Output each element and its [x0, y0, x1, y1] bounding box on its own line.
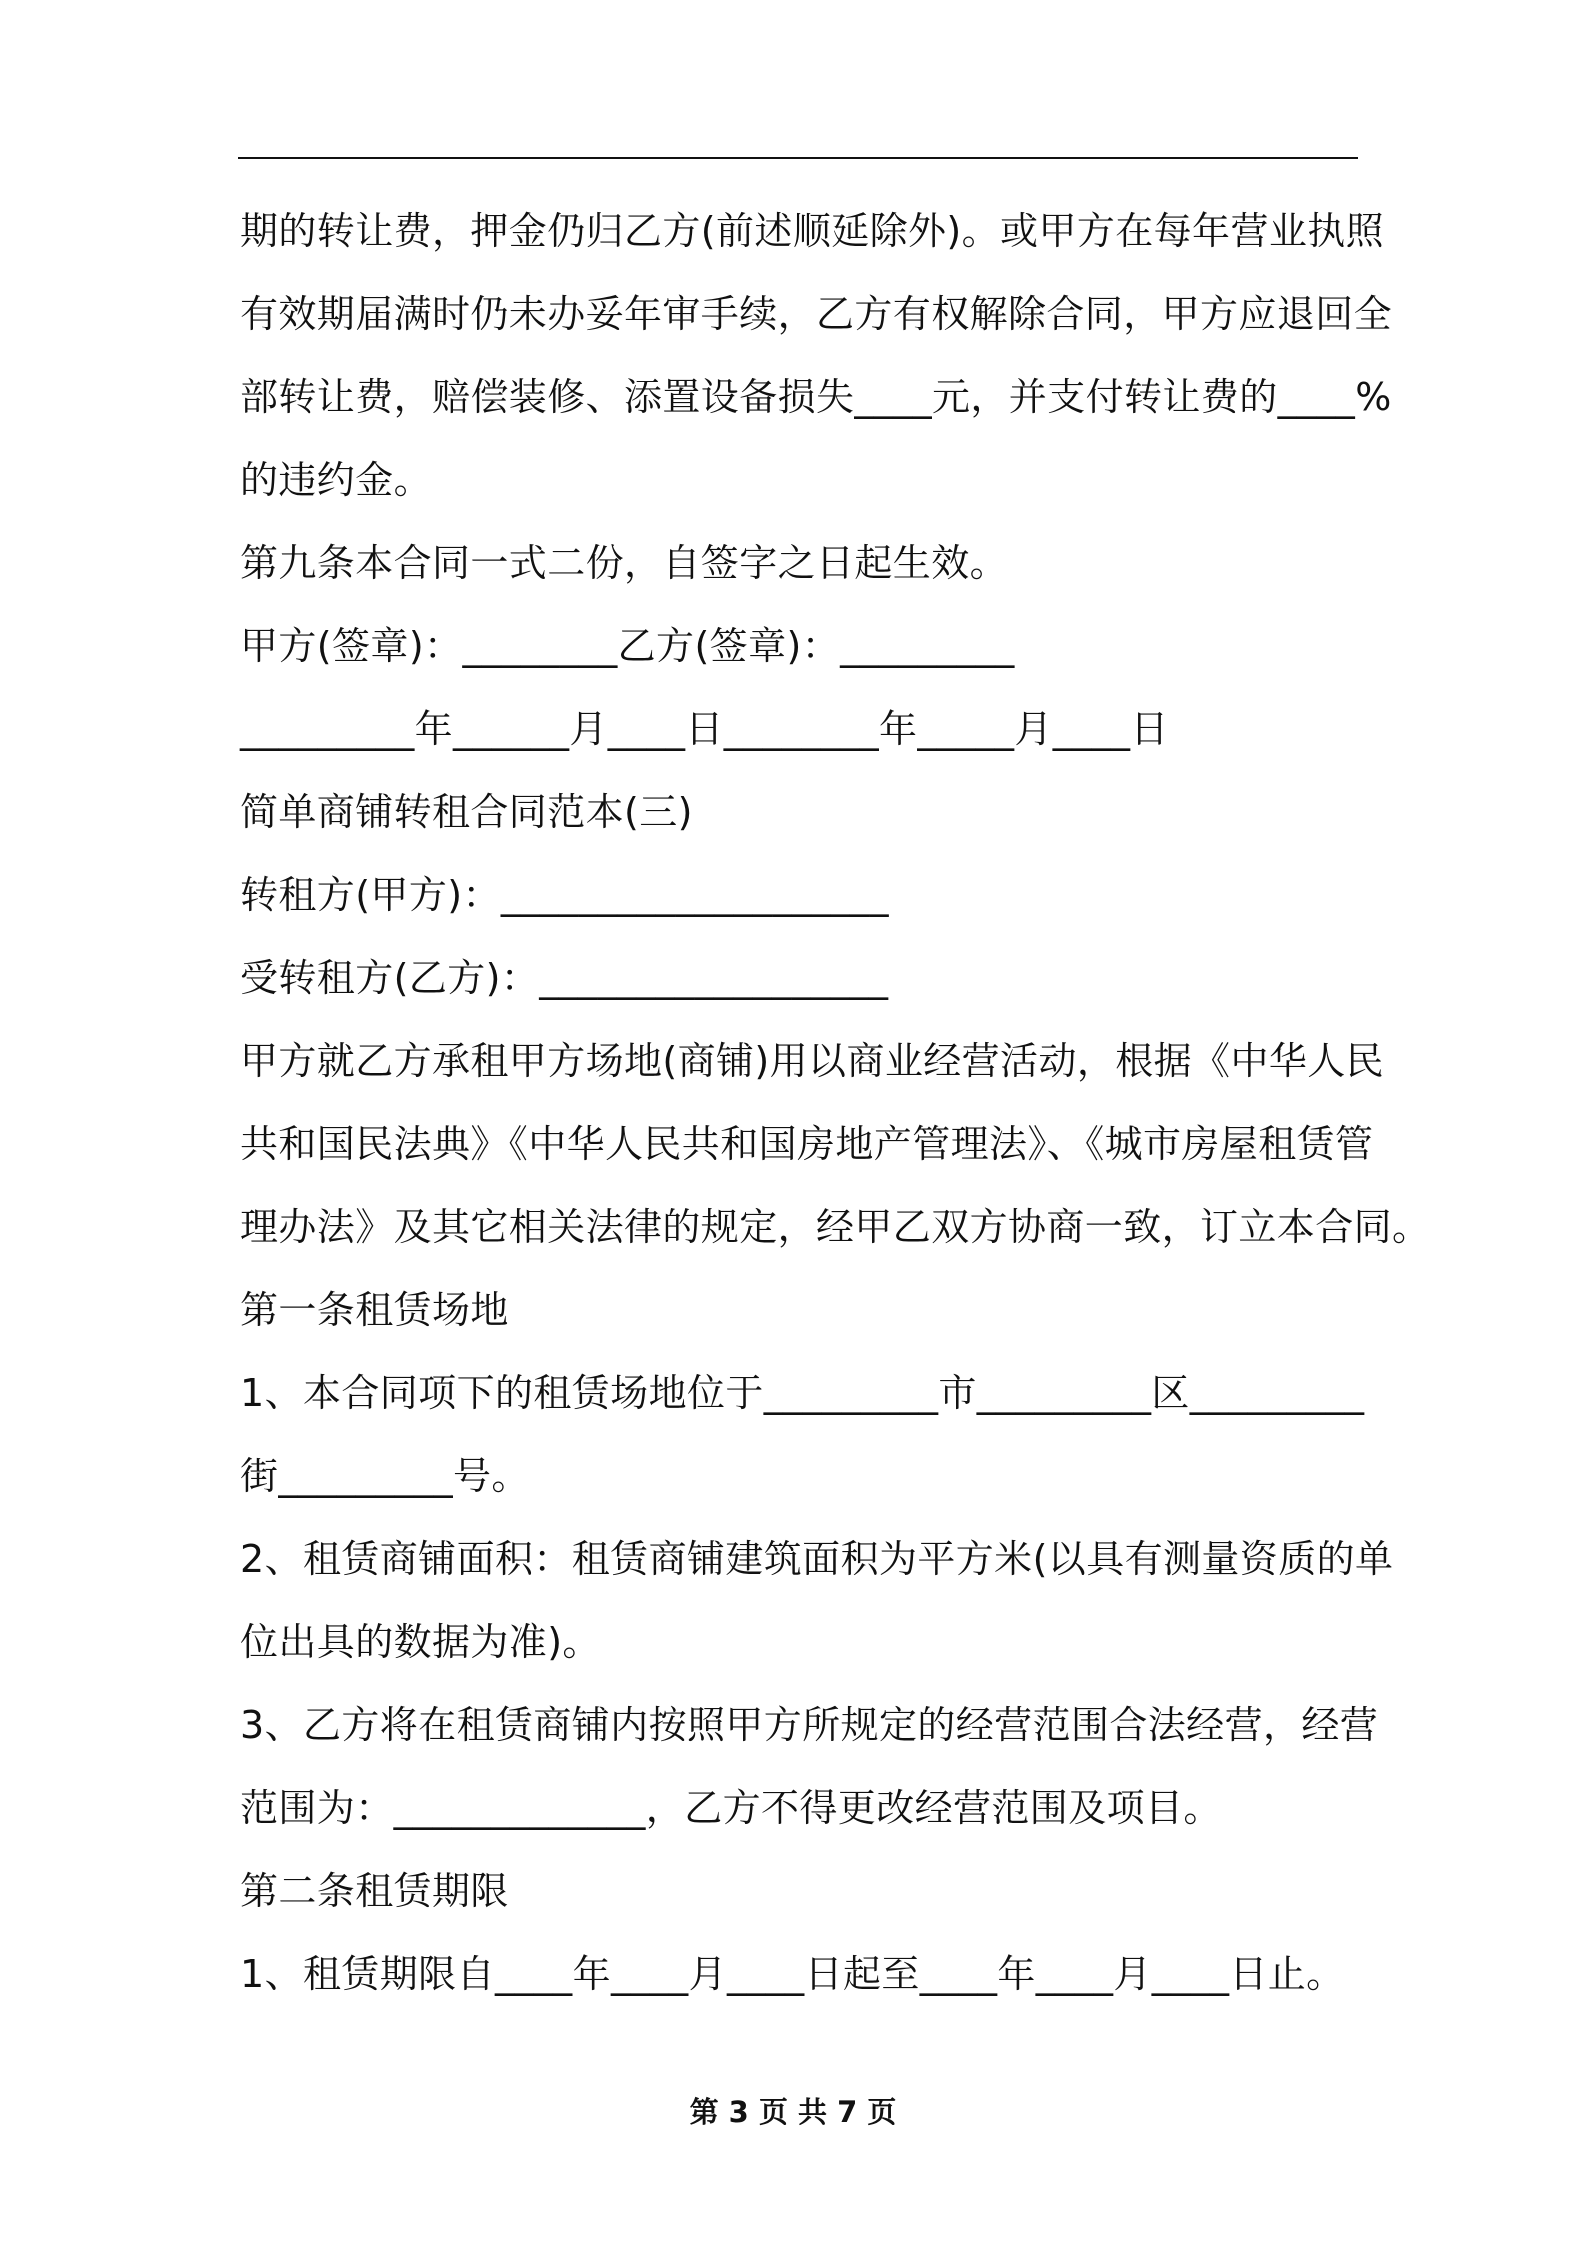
section-title: 简单商铺转租合同范本(三) — [240, 790, 693, 834]
text-line: 3、乙方将在租赁商铺内按照甲方所规定的经营范围合法经营，经营 — [240, 1703, 1379, 1747]
text-line: 1、本合同项下的租赁场地位于_________市_________区_________ — [240, 1371, 1365, 1415]
text-line: 街_________号。 — [240, 1454, 530, 1498]
text-line: 位出具的数据为准)。 — [240, 1620, 601, 1664]
text-line: 1、租赁期限自____年____月____日起至____年____月____日止。 — [240, 1952, 1345, 1996]
text-line: 有效期届满时仍未办妥年审手续，乙方有权解除合同，甲方应退回全 — [240, 292, 1393, 336]
clause-nine: 第九条本合同一式二份，自签字之日起生效。 — [240, 541, 1009, 585]
page-footer: 第 3 页 共 7 页 — [689, 2095, 897, 2129]
text-line: 期的转让费，押金仍归乙方(前述顺延除外)。或甲方在每年营业执照 — [240, 209, 1385, 253]
text-line: 的违约金。 — [240, 458, 433, 502]
article-heading: 第一条租赁场地 — [240, 1288, 509, 1332]
document-body — [240, 190, 1431, 2016]
text-line: 范围为：_____________，乙方不得更改经营范围及项目。 — [240, 1786, 1222, 1830]
header-rule — [238, 157, 1358, 159]
article-heading: 第二条租赁期限 — [240, 1869, 509, 1913]
text-line: 理办法》及其它相关法律的规定，经甲乙双方协商一致，订立本合同。 — [240, 1205, 1431, 1249]
signature-line: 甲方(签章)：________乙方(签章)：_________ — [240, 624, 1015, 668]
party-a-line: 转租方(甲方)：____________________ — [240, 873, 889, 917]
text-line: 部转让费，赔偿装修、添置设备损失____元，并支付转让费的____% — [240, 375, 1392, 419]
text-line: 共和国民法典》《中华人民共和国房地产管理法》、《城市房屋租赁管 — [240, 1122, 1374, 1166]
date-line: _________年______月____日________年_____月____日 — [240, 707, 1169, 751]
party-b-line: 受转租方(乙方)：__________________ — [240, 956, 889, 1000]
text-line: 甲方就乙方承租甲方场地(商铺)用以商业经营活动，根据《中华人民 — [240, 1039, 1385, 1083]
text-line: 2、租赁商铺面积：租赁商铺建筑面积为平方米(以具有测量资质的单 — [240, 1537, 1394, 1581]
